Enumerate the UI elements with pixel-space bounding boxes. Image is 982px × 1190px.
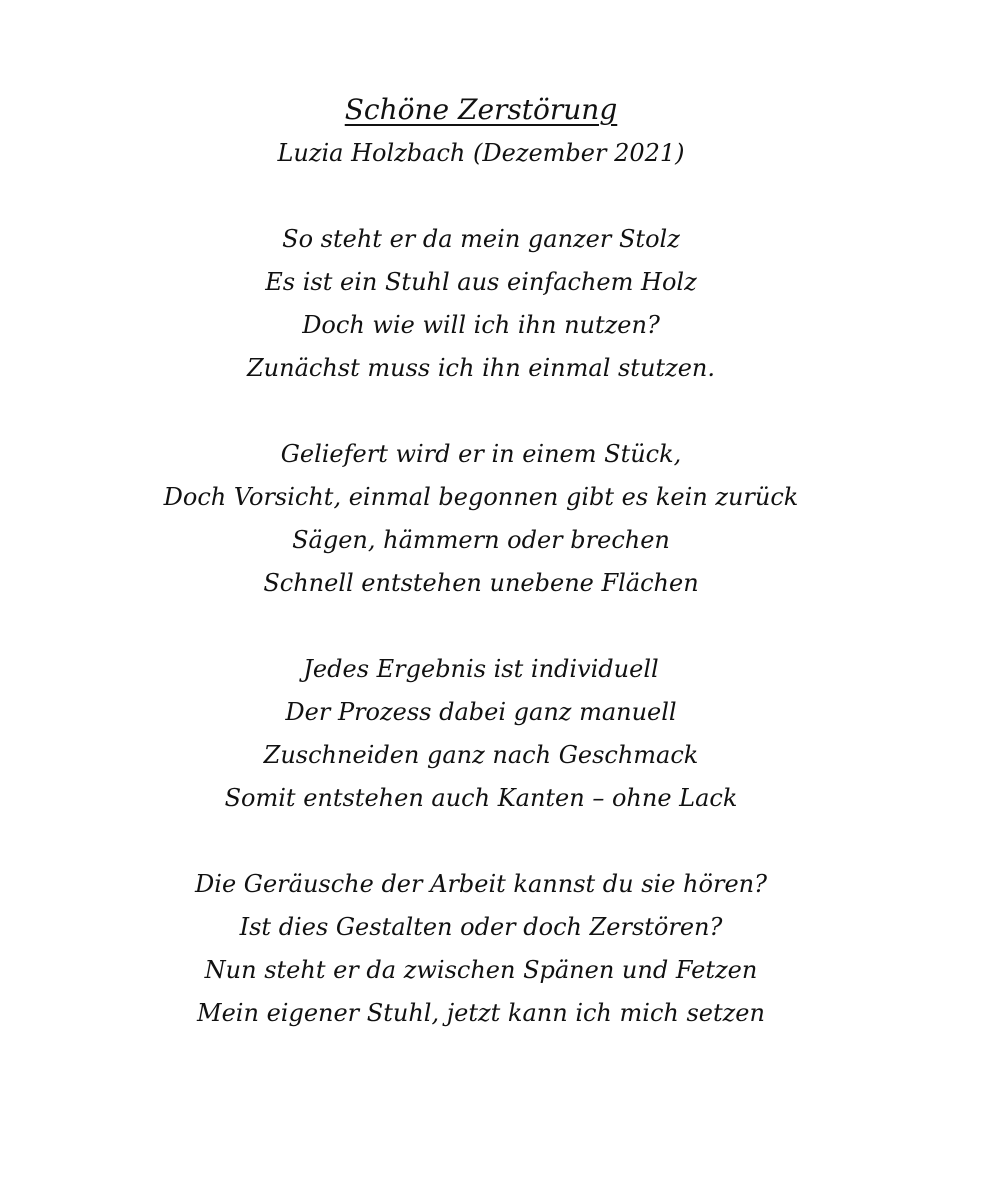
poem-line: Geliefert wird er in einem Stück, — [280, 440, 682, 468]
poem-line: Doch wie will ich ihn nutzen? — [302, 311, 660, 339]
poem-line: Die Geräusche der Arbeit kannst du sie hören? — [195, 870, 767, 898]
poem-line: Somit entstehen auch Kanten – ohne Lack — [224, 784, 738, 812]
poem-line: Der Prozess dabei ganz manuell — [285, 698, 677, 726]
stanza-2 — [0, 433, 962, 605]
stanza-1 — [0, 218, 962, 390]
poem-line: Mein eigener Stuhl, jetzt kann ich mich setzen — [197, 999, 765, 1027]
stanza-3 — [0, 648, 962, 820]
poem — [0, 88, 962, 1035]
poem-title: Schöne Zerstörung — [344, 93, 618, 126]
poem-line: Doch Vorsicht, einmal begonnen gibt es kein zurück — [163, 483, 799, 511]
poem-line: Ist dies Gestalten oder doch Zerstören? — [239, 913, 723, 941]
poem-line: Sägen, hämmern oder brechen — [292, 526, 670, 554]
poem-line: Schnell entstehen unebene Flächen — [263, 569, 699, 597]
stanza-4 — [0, 863, 962, 1035]
author-line: Luzia Holzbach (Dezember 2021) — [277, 139, 685, 167]
poem-line: Zuschneiden ganz nach Geschmack — [263, 741, 699, 769]
poem-line: Jedes Ergebnis ist individuell — [303, 655, 659, 683]
poem-line: Nun steht er da zwischen Spänen und Fetzen — [204, 956, 758, 984]
poem-line: So steht er da mein ganzer Stolz — [282, 225, 680, 253]
poem-line: Es ist ein Stuhl aus einfachem Holz — [265, 268, 697, 296]
poem-line: Zunächst muss ich ihn einmal stutzen. — [247, 354, 715, 382]
